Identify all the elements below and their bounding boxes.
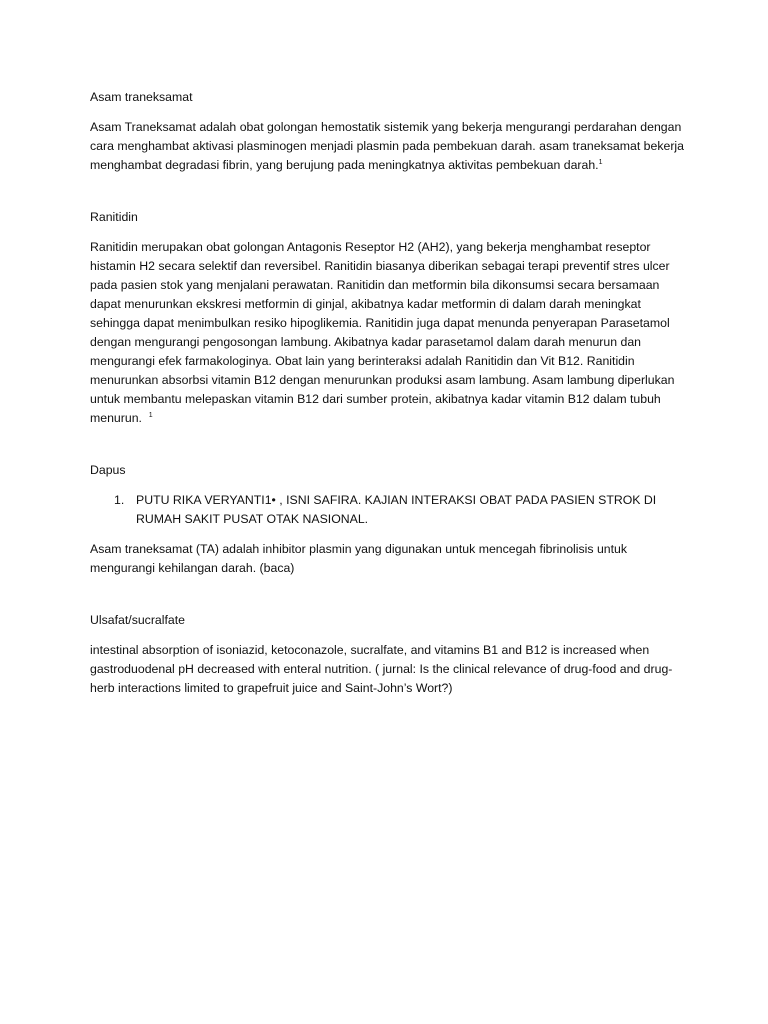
paragraph-ulsafat: intestinal absorption of isoniazid, ketoconazole, sucralfate, and vitamins B1 and B12 is increased when gastroduodenal pH decreased with enteral nutrition. ( jurnal: Is the clinical relevance of drug-food and drug-herb interactions limited to grapefruit juice and Saint-John’s Wort?): [90, 643, 673, 695]
reference-list: [90, 491, 690, 529]
heading-asam-traneksamat: Asam traneksamat: [90, 90, 193, 104]
paragraph-asam-traneksamat: [90, 118, 690, 175]
paragraph-dapus-note: Asam traneksamat (TA) adalah inhibitor plasmin yang digunakan untuk mencegah fibrinolisis untuk mengurangi kehilangan darah. (baca): [90, 542, 628, 575]
heading-dapus: Dapus: [90, 463, 126, 477]
list-item: [90, 491, 690, 529]
heading-ulsafat: Ulsafat/sucralfate: [90, 613, 186, 627]
list-item-number: 1.: [114, 493, 125, 507]
paragraph-text: Ranitidin merupakan obat golongan Antagonis Reseptor H2 (AH2), yang bekerja menghambat reseptor histamin H2 secara selektif dan reversibel. Ranitidin biasanya diberikan sebagai terapi preventif stres ulcer pada pasien stok yang menjalani perawatan. Ranitidin dan metformin bila dikonsumsi secara bersamaan dapat menurunkan ekskresi metformin di ginjal, akibatnya kadar metformin di dalam darah meningkat sehingga dapat menimbulkan resiko hipoglikemia. Ranitidin juga dapat menunda penyerapan Parasetamol dengan mengurangi pengosongan lambung. Akibatnya kadar parasetamol dalam darah menurun dan mengurangi efek farmakologinya. Obat lain yang berinteraksi adalah Ranitidin dan Vit B12. Ranitidin menurunkan absorbsi vitamin B12 dengan menurunkan produksi asam lambung. Asam lambung diperlukan untuk membantu melepaskan vitamin B12 dari sumber protein, akibatnya kadar vitamin B12 dalam tubuh menurun.: [90, 240, 675, 425]
document-page: [90, 88, 690, 698]
footnote-ref: 1: [148, 411, 153, 419]
paragraph-ranitidin: [90, 238, 690, 428]
heading-ranitidin: Ranitidin: [90, 210, 138, 224]
footnote-ref: 1: [598, 158, 603, 166]
paragraph-text: Asam Traneksamat adalah obat golongan hemostatik sistemik yang bekerja mengurangi perdarahan dengan cara menghambat aktivasi plasminogen menjadi plasmin pada pembekuan darah. asam traneksamat bekerja menghambat degradasi fibrin, yang berujung pada meningkatnya aktivitas pembekuan darah.: [90, 120, 684, 172]
list-item-text: PUTU RIKA VERYANTI1• , ISNI SAFIRA. KAJIAN INTERAKSI OBAT PADA PASIEN STROK DI RUMAH SAKIT PUSAT OTAK NASIONAL.: [136, 493, 657, 526]
